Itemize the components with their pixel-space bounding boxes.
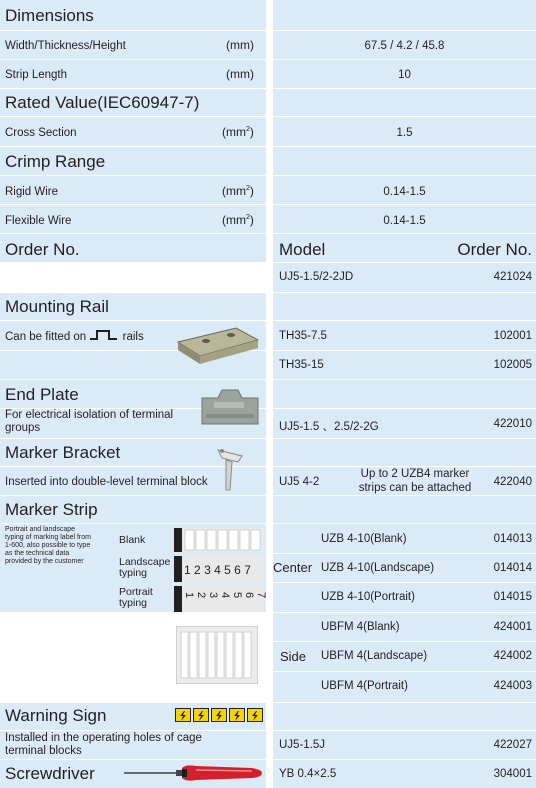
center-number-2: 014014 <box>493 562 532 574</box>
rigid-wire-unit: $(mm^2)$ <box>222 184 254 198</box>
type-label-landscape: Landscape typing <box>119 556 171 579</box>
type-label-blank: Blank <box>119 534 146 546</box>
row-divider <box>0 59 536 60</box>
end-plate-desc: For electrical isolation of terminal groups <box>5 409 174 434</box>
center-model-1: UZB 4-10(Blank) <box>321 533 407 545</box>
center-number-3: 014015 <box>493 591 532 603</box>
marker-bracket-number: 422040 <box>493 476 532 488</box>
end-plate-model: UJ5-1.5 、2.5/2-2G <box>279 421 379 433</box>
rigid-wire-value: 0.14-1.5 <box>383 186 426 198</box>
screwdriver-model: YB 0.4×2.5 <box>279 768 337 780</box>
warning-number: 422027 <box>493 739 532 751</box>
mounting-model-2: TH35-15 <box>279 359 324 371</box>
mounting-number-1: 102001 <box>493 330 532 342</box>
end-plate-number: 422010 <box>493 418 532 430</box>
row-divider <box>0 88 536 89</box>
side-model-3: UBFM 4(Portrait) <box>321 680 408 692</box>
center-model-3: UZB 4-10(Portrait) <box>321 591 415 603</box>
mounting-desc: Can be fitted on rails <box>5 331 144 343</box>
warning-sign-icon <box>211 708 227 722</box>
row-divider <box>0 175 536 176</box>
row-divider <box>0 292 536 293</box>
rigid-wire-label: Rigid Wire <box>5 186 59 198</box>
section-title-rated: Rated Value(IEC60947-7) <box>5 93 200 112</box>
marker-strip-portrait <box>174 586 267 612</box>
row-divider <box>0 116 536 117</box>
model-header: Model <box>279 240 326 259</box>
strip-end-graphic <box>174 556 184 582</box>
row-divider <box>0 759 536 760</box>
warning-sign-icon <box>175 708 191 722</box>
width-value: 67.5 / 4.2 / 45.8 <box>364 40 445 52</box>
section-title-warning: Warning Sign <box>5 706 107 725</box>
section-title-mounting: Mounting Rail <box>5 297 109 316</box>
row-divider <box>0 350 536 351</box>
flexible-wire-label: Flexible Wire <box>5 215 72 227</box>
screwdriver-number: 304001 <box>493 768 532 780</box>
marker-strip-blank-graphic <box>174 528 264 552</box>
section-title-crimp: Crimp Range <box>5 152 106 171</box>
strip-length-value: 10 <box>398 69 411 81</box>
screwdriver-image <box>124 762 264 784</box>
row-divider <box>0 612 536 613</box>
order-model: UJ5-1.5/2-2JD <box>279 271 354 283</box>
row-divider <box>273 671 536 672</box>
row-divider <box>0 523 536 524</box>
order-no-header: Order No. <box>457 240 532 259</box>
section-title-dimensions: Dimensions <box>5 6 94 25</box>
flexible-wire-value: 0.14-1.5 <box>383 215 426 227</box>
strip-end-graphic <box>174 586 184 612</box>
row-divider <box>273 553 536 554</box>
row-divider <box>0 730 536 731</box>
center-number-1: 014013 <box>493 533 532 545</box>
section-title-order: Order No. <box>5 240 80 259</box>
warning-model: UJ5-1.5J <box>279 739 326 751</box>
width-label: Width/Thickness/Height <box>5 40 126 52</box>
marker-bracket-image <box>212 442 252 492</box>
rail-profile-icon <box>89 329 119 341</box>
mounting-number-2: 102005 <box>493 359 532 371</box>
row-divider <box>0 30 536 31</box>
marker-bracket-note: Up to 2 UZB4 marker strips can be attached <box>358 468 472 494</box>
row-divider <box>0 233 536 234</box>
row-divider <box>0 262 536 263</box>
side-model-1: UBFM 4(Blank) <box>321 621 400 633</box>
order-number: 421024 <box>493 271 532 283</box>
section-title-screwdriver: Screwdriver <box>5 764 95 783</box>
row-divider <box>0 438 536 439</box>
marker-strip-desc: Portrait and landscape typing of marking label from 1-600, also possible to type as the technical data provided by the customer <box>5 526 91 565</box>
warning-sign-icon <box>229 708 245 722</box>
center-model-2: UZB 4-10(Landscape) <box>321 562 435 574</box>
warning-sign-strip <box>175 708 265 722</box>
warning-sign-icon <box>193 708 209 722</box>
row-divider <box>273 641 536 642</box>
side-model-2: UBFM 4(Landscape) <box>321 650 428 662</box>
cross-section-label: Cross Section <box>5 127 77 139</box>
width-unit: (mm) <box>226 38 254 52</box>
section-title-marker-bracket: Marker Bracket <box>5 443 121 462</box>
row-divider <box>273 582 536 583</box>
type-label-portrait: Portrait typing <box>119 586 153 609</box>
landscape-marks: 1 2 3 4 5 6 7 <box>184 563 251 577</box>
mounting-model-1: TH35-7.5 <box>279 330 327 342</box>
flexible-wire-unit: $(mm^2)$ <box>222 213 254 227</box>
row-divider <box>0 702 536 703</box>
side-label: Side <box>280 649 307 664</box>
strip-length-unit: (mm) <box>226 67 254 81</box>
marker-bracket-desc: Inserted into double-level terminal block <box>5 476 208 488</box>
side-number-2: 424002 <box>493 650 532 662</box>
row-divider <box>0 495 536 496</box>
end-plate-image <box>196 386 264 430</box>
marker-strip-blank <box>174 528 264 552</box>
warning-sign-icon <box>247 708 263 722</box>
din-rail-image <box>176 326 260 368</box>
row-divider <box>0 204 536 205</box>
center-label: Center <box>273 560 313 575</box>
section-title-marker-strip: Marker Strip <box>5 500 98 519</box>
side-number-1: 424001 <box>493 621 532 633</box>
section-title-end-plate: End Plate <box>5 385 79 404</box>
side-marker-card-image <box>176 626 258 684</box>
blank-cell <box>0 262 266 292</box>
row-divider <box>0 320 536 321</box>
side-number-3: 424003 <box>493 680 532 692</box>
cross-section-value: 1.5 <box>396 127 413 139</box>
warning-desc: Installed in the operating holes of cage terminal blocks <box>5 732 202 757</box>
row-divider <box>0 379 536 380</box>
strip-length-label: Strip Length <box>5 69 68 81</box>
row-divider <box>0 146 536 147</box>
marker-bracket-model: UJ5 4-2 <box>279 476 320 488</box>
column-divider <box>266 0 273 788</box>
cross-section-unit: $(mm^2)$ <box>222 125 254 139</box>
marker-strip-landscape <box>174 556 264 582</box>
portrait-marks: 1 2 3 4 5 6 7 <box>183 591 267 599</box>
